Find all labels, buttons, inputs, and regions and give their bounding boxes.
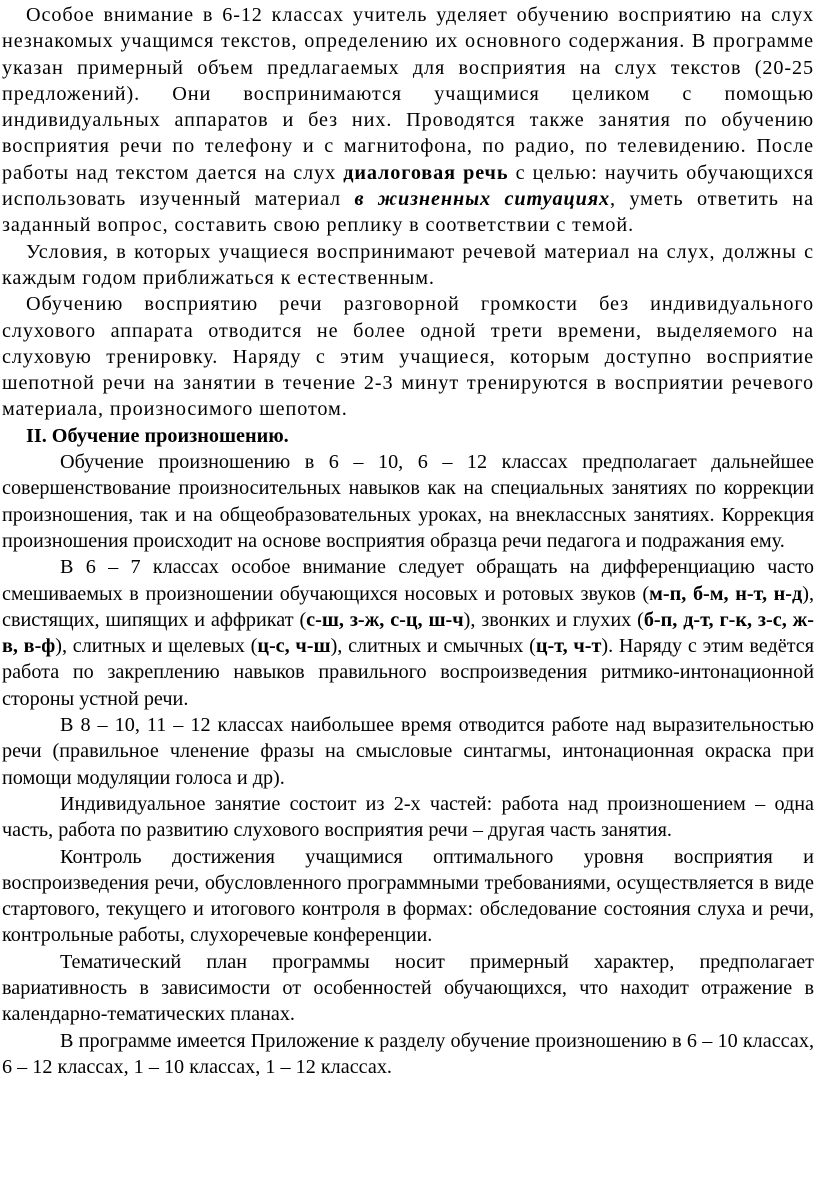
paragraph-appendix: В программе имеется Приложение к разделу обучение произношению в 6 – 10 классах, 6 – 12 классах, 1 – 10 классах, 1 – 12 классах. (2, 1029, 814, 1078)
paragraph-listening-texts: Особое внимание в 6-12 классах учитель уделяет обучению восприятию на слух незнакомых учащимся текстов, определению их основного содержания. В программе указан примерный объем предлагаемых для восприятия на слух текстов (20-25 предложений). Они воспринимаются учащимися целиком с помощью индивидуальных аппаратов и без них. Проводятся также занятия по обучению восприятия речи по телефону и с магнитофона, по радио, по телевидению. После работы над текстом дается на слух диалоговая речь с целью: научить обучающихся использовать изученный материал в жизненных ситуациях, уметь ответить на заданный вопрос, составить свою реплику в соответствии с темой. (2, 4, 814, 237)
paragraph-conversational-loudness: Обучению восприятию речи разговорной громкости без индивидуального слухового аппарата отводится не более одной трети времени, выделяемого на слуховую тренировку. Наряду с этим учащиеся, которым доступно восприятие шепотной речи на занятии в течение 2-3 минут тренируются в восприятии речевого материала, произносимого шепотом. (2, 293, 814, 421)
bold-sound-pairs-sibilant: с-ш, з-ж, с-ц, ш-ч (306, 608, 464, 631)
paragraph-conditions: Условия, в которых учащиеся воспринимают речевой материал на слух, должны с каждым годом приближаться к естественным. (2, 240, 814, 289)
bold-sound-pairs-stop: ц-т, ч-т (535, 635, 602, 658)
paragraph-expressiveness: В 8 – 10, 11 – 12 классах наибольшее время отводится работе над выразительностью речи (правильное членение фразы на смысловые синтагмы, интонационная окраска при помощи модуляции голоса и др). (2, 714, 814, 789)
paragraph-thematic-plan: Тематический план программы носит примерный характер, предполагает вариативность в зависимости от особенностей обучающихся, что находит отражение в календарно-тематических планах. (2, 950, 814, 1026)
section-heading: II. Обучение произношению. (26, 424, 289, 447)
paragraph-individual-lesson: Индивидуальное занятие состоит из 2-х частей: работа над произношением – одна часть, работа по развитию слухового восприятия речи – другая часть занятия. (2, 792, 814, 842)
bold-sound-pairs-voiced: б-п, д-т, г-к, з-с, ж-в, в-ф (2, 608, 814, 658)
bold-dialog-speech: диалоговая речь (343, 161, 509, 184)
paragraph-sound-differentiation: В 6 – 7 классах особое внимание следует обращать на дифференциацию часто смешиваемых в произношении обучающихся носовых и ротовых звуков (м-п, б-м, н-т, н-д), свистящих, шипящих и аффрикат (с-ш, з-ж, с-ц, ш-ч), звонких и глухих (б-п, д-т, г-к, з-с, ж-в, в-ф), слитных и щелевых (ц-с, ч-ш), слитных и смычных (ц-т, ч-т). Наряду с этим ведётся работа по закреплению навыков правильного воспроизведения ритмико-интонационной стороны устной речи. (2, 556, 815, 710)
bold-sound-pairs-nasal: м-п, б-м, н-т, н-д (649, 582, 803, 605)
bold-sound-pairs-fricative: ц-с, ч-ш (257, 635, 331, 658)
paragraph-pronunciation-training: Обучение произношению в 6 – 10, 6 – 12 классах предполагает дальнейшее совершенствование произносительных навыков как на специальных занятиях по коррекции произношения, так и на общеобразовательных уроках, на внеклассных занятиях. Коррекция произношения происходит на основе восприятия образца речи педагога и подражания ему. (2, 451, 814, 552)
paragraph-control: Контроль достижения учащимися оптимального уровня восприятия и воспроизведения речи, обусловленного программными требованиями, осуществляется в виде стартового, текущего и итогового контроля в формах: обследование состояния слуха и речи, контрольные работы, слухоречевые конференции. (2, 845, 814, 947)
bold-italic-life-situations: в жизненных ситуациях (354, 188, 610, 211)
